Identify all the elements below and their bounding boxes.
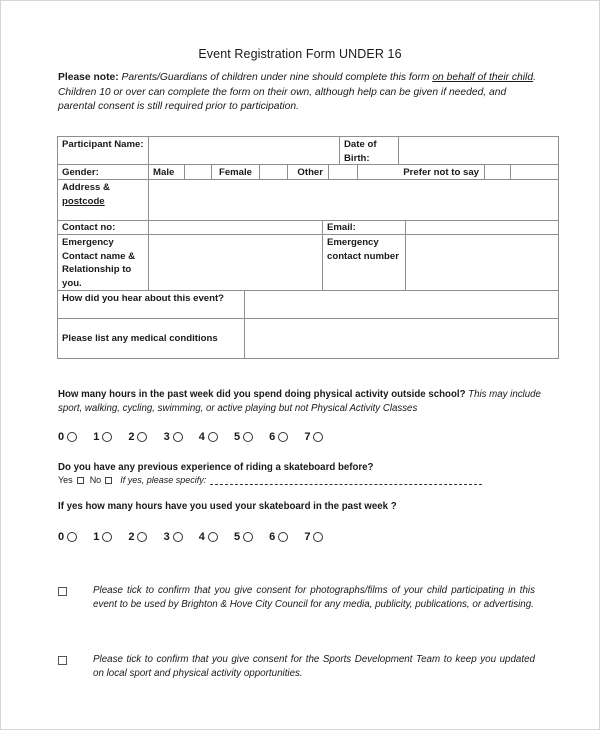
- skateboard-hours-radio-group: [58, 529, 340, 545]
- skateboard-experience-answers: [58, 474, 482, 486]
- activity-hours-option[interactable]: [304, 429, 339, 445]
- radio-circle-icon[interactable]: [102, 532, 112, 542]
- gender-male-checkbox[interactable]: [184, 164, 212, 180]
- emergency-contact-field[interactable]: [148, 234, 323, 291]
- updates-consent-checkbox[interactable]: [58, 656, 67, 665]
- hear-about-field[interactable]: [244, 290, 559, 319]
- radio-circle-icon[interactable]: [173, 432, 183, 442]
- gender-option-female: Female: [211, 164, 260, 180]
- emergency-number-field[interactable]: [405, 234, 559, 291]
- hear-about-label: How did you hear about this event?: [57, 290, 245, 319]
- gender-option-male: Male: [148, 164, 185, 180]
- skateboard-hours-option[interactable]: [304, 529, 339, 545]
- medical-conditions-label: Please list any medical conditions: [57, 318, 245, 359]
- date-of-birth-label: Date of Birth:: [339, 136, 399, 165]
- skateboard-hours-option[interactable]: [199, 529, 234, 545]
- participant-name-label: Participant Name:: [57, 136, 149, 165]
- radio-circle-icon[interactable]: [313, 532, 323, 542]
- gender-prefer-not-checkbox[interactable]: [484, 164, 511, 180]
- skateboard-hours-option[interactable]: [269, 529, 304, 545]
- radio-circle-icon[interactable]: [208, 432, 218, 442]
- form-title: Event Registration Form UNDER 16: [198, 47, 402, 61]
- activity-hours-radio-group: [58, 429, 340, 445]
- activity-hours-option[interactable]: [269, 429, 304, 445]
- yes-checkbox[interactable]: [77, 477, 84, 484]
- activity-question: [58, 388, 548, 416]
- activity-question-bold: How many hours in the past week did you spend doing physical activity outside school?: [58, 389, 466, 400]
- activity-hours-option[interactable]: [199, 429, 234, 445]
- emergency-contact-label: Emergency Contact name & Relationship to you.: [57, 234, 149, 291]
- contact-no-label: Contact no:: [57, 220, 149, 235]
- option-label: 1: [93, 431, 100, 443]
- radio-circle-icon[interactable]: [67, 532, 77, 542]
- gender-female-checkbox[interactable]: [259, 164, 288, 180]
- date-of-birth-field[interactable]: [398, 136, 559, 165]
- option-label: 1: [93, 531, 100, 543]
- activity-hours-option[interactable]: [128, 429, 163, 445]
- radio-circle-icon[interactable]: [137, 532, 147, 542]
- radio-circle-icon[interactable]: [67, 432, 77, 442]
- radio-circle-icon[interactable]: [102, 432, 112, 442]
- photo-consent-checkbox[interactable]: [58, 587, 67, 596]
- skateboard-hours-option[interactable]: [93, 529, 128, 545]
- participant-name-field[interactable]: [148, 136, 340, 165]
- activity-hours-option[interactable]: [58, 429, 93, 445]
- contact-no-field[interactable]: [148, 220, 323, 235]
- option-label: 7: [304, 531, 311, 543]
- skateboard-hours-option[interactable]: [164, 529, 199, 545]
- option-label: 7: [304, 431, 311, 443]
- option-label: 3: [163, 431, 170, 443]
- gender-other-checkbox[interactable]: [328, 164, 358, 180]
- radio-circle-icon[interactable]: [278, 532, 288, 542]
- gender-label: Gender:: [57, 164, 149, 180]
- skateboard-hours-option[interactable]: [58, 529, 93, 545]
- option-label: 0: [58, 531, 65, 543]
- option-label: 6: [269, 531, 276, 543]
- specify-input-line[interactable]: [210, 476, 482, 485]
- option-label: 3: [163, 531, 170, 543]
- radio-circle-icon[interactable]: [243, 532, 253, 542]
- activity-hours-option[interactable]: [164, 429, 199, 445]
- radio-circle-icon[interactable]: [173, 532, 183, 542]
- option-label: 2: [128, 531, 135, 543]
- option-label: 4: [198, 431, 205, 443]
- skateboard-hours-option[interactable]: [128, 529, 163, 545]
- skateboard-hours-question: If yes how many hours have you used your skateboard in the past week ?: [58, 501, 397, 512]
- specify-label: If yes, please specify:: [120, 475, 207, 485]
- radio-circle-icon[interactable]: [137, 432, 147, 442]
- no-label: No: [89, 475, 102, 485]
- address-label: [57, 179, 149, 221]
- note-underlined: on behalf of their child: [432, 72, 534, 83]
- radio-circle-icon[interactable]: [208, 532, 218, 542]
- option-label: 4: [198, 531, 205, 543]
- email-field[interactable]: [405, 220, 559, 235]
- radio-circle-icon[interactable]: [313, 432, 323, 442]
- option-label: 0: [58, 431, 65, 443]
- option-label: 5: [233, 431, 241, 443]
- yes-label: Yes: [58, 475, 73, 485]
- gender-option-prefer-not: Prefer not to say: [357, 164, 485, 180]
- photo-consent-text: Please tick to confirm that you give consent for photographs/films of your child participating in this event to be used by Brighton & Hove City Council for any media, publicity, publications, or advertising.: [93, 585, 535, 611]
- skateboard-hours-option[interactable]: [234, 529, 269, 545]
- registration-table: [57, 136, 559, 359]
- radio-circle-icon[interactable]: [278, 432, 288, 442]
- note-label: Please note:: [58, 72, 119, 83]
- activity-hours-option[interactable]: [234, 429, 269, 445]
- note-text-2: . Children 10 or over can complete the form on their own, although help can be given if needed, and parental consent is still required prior to participation.: [58, 72, 536, 112]
- activity-hours-option[interactable]: [93, 429, 128, 445]
- option-label: 5: [233, 531, 241, 543]
- please-note: [58, 71, 538, 115]
- option-label: 2: [128, 431, 135, 443]
- gender-extra-cell: [510, 164, 559, 180]
- skateboard-experience-question: Do you have any previous experience of riding a skateboard before?: [58, 462, 374, 473]
- radio-circle-icon[interactable]: [243, 432, 253, 442]
- emergency-number-label: Emergency contact number: [322, 234, 406, 291]
- postcode-label: postcode: [62, 195, 105, 207]
- email-label: Email:: [322, 220, 406, 235]
- address-field[interactable]: [148, 179, 559, 221]
- no-checkbox[interactable]: [105, 477, 112, 484]
- gender-option-other: Other: [287, 164, 329, 180]
- medical-conditions-field[interactable]: [244, 318, 559, 359]
- option-label: 6: [269, 431, 276, 443]
- note-text-1: Parents/Guardians of children under nine should complete this form: [118, 72, 433, 83]
- activity-question-italic: This may include sport, walking, cycling, swimming, or active playing but not Physical Activity Classes: [58, 389, 541, 414]
- updates-consent-text: Please tick to confirm that you give consent for the Sports Development Team to keep you updated on local sport and physical activity opportunities.: [93, 654, 535, 680]
- address-label-text: Address &: [62, 182, 110, 193]
